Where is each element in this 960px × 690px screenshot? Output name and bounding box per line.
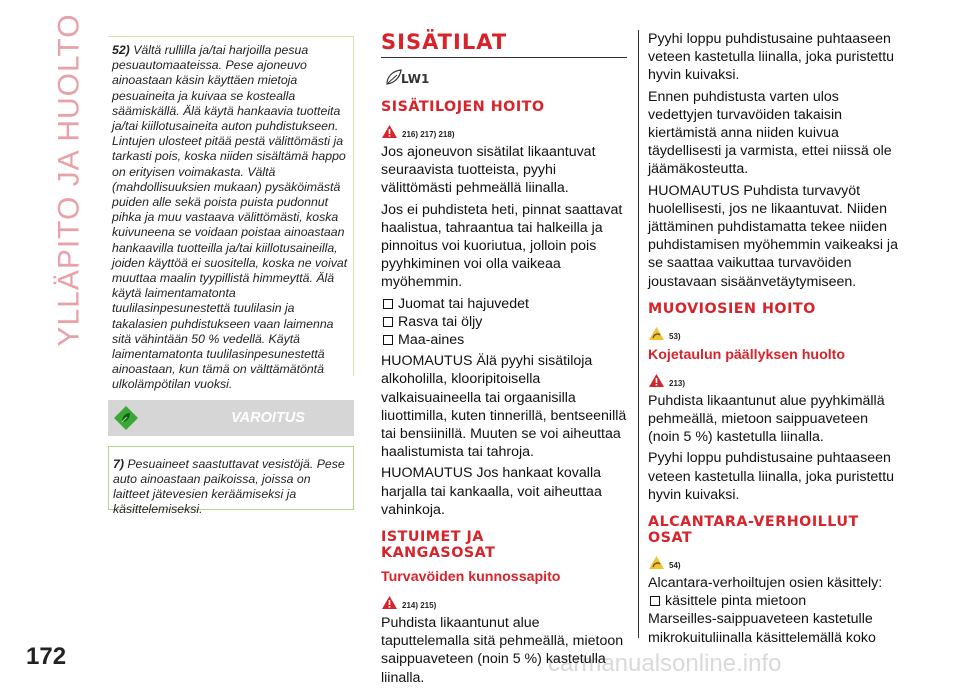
ref-plastic-care: 53): [648, 323, 902, 341]
note-52-box: [108, 36, 354, 392]
heading-plastic-care: MUOVIOSIEN HOITO: [648, 300, 816, 317]
caution-triangle-icon: [381, 124, 398, 139]
ref-interior-care: 216) 217) 218): [381, 121, 627, 139]
section-title: SISÄTILAT: [381, 30, 508, 54]
attention-triangle-icon: [648, 326, 665, 341]
paragraph: Jos ajoneuvon sisätilat likaantuvat seuraavista tuotteista, pyyhi välittömästi pehmeällä liinalla.: [381, 144, 596, 197]
paragraph: Pyyhi loppu puhdistusaine puhtaaseen veteen kastetulla liinalla, joka puristettu hyvin kuivaksi.: [648, 31, 895, 84]
eco-leaf-icon: [383, 66, 430, 88]
list-item: Maa-aines: [381, 331, 627, 349]
note-number: 52): [112, 43, 130, 57]
warning-title: VAROITUS: [231, 410, 305, 426]
column-interior: [381, 30, 627, 690]
heading-seats-fabrics: ISTUIMET JA KANGASOSAT: [381, 529, 496, 562]
heading-interior-care: SISÄTILOJEN HOITO: [381, 99, 545, 115]
heading-dashboard-cover: Kojetaulun päällyksen huolto: [648, 346, 846, 363]
list-item: Rasva tai öljy: [381, 313, 627, 331]
column-plastics: [648, 30, 902, 650]
caution-triangle-icon: [381, 595, 398, 610]
heading-alcantara: ALCANTARA-VERHOILLUT OSAT: [648, 514, 859, 547]
ref-seatbelts: 214) 215): [381, 592, 627, 610]
watermark: carmanualsonline.info: [548, 650, 782, 677]
ref-dashboard: 213): [648, 370, 902, 388]
paragraph: Pyyhi loppu puhdistusaine puhtaaseen veteen kastetulla liinalla, joka puristettu hyvin kuivaksi.: [648, 450, 895, 503]
section-rule: [381, 57, 627, 58]
attention-triangle-icon: [648, 555, 665, 570]
column-divider: [638, 30, 639, 638]
side-chapter-title: YLLÄPITO JA HUOLTO: [53, 13, 86, 347]
paragraph: Jos ei puhdisteta heti, pinnat saattavat haalistua, tahraantua tai halkeilla ja pinnoitus voi kuoriutua, jolloin pois pyyhkiminen voi olla vaikeaa myöhemmin.: [381, 201, 623, 291]
warning-box: [108, 446, 354, 516]
paragraph: Ennen puhdistusta varten ulos vedettyjen turvavöiden takaisin kiertämistä anna niiden kuivua täydellisesti ja varmista, ettei niissä ole jäämäkosteutta.: [648, 88, 892, 178]
checkbox-bullet-icon: [383, 299, 393, 309]
warning-text: Pesuaineet saastuttavat vesistöjä. Pese auto ainoastaan paikoissa, joissa on laitteet jätevesien keräämiseksi ja käsittelemiseksi.: [113, 457, 345, 516]
paragraph: HUOMAUTUS Jos hankaat kovalla harjalla tai kankaalla, voit aiheuttaa vahinkoja.: [381, 465, 602, 518]
note-text: Vältä rullilla ja/tai harjoilla pesua pesuautomaateissa. Pese ajoneuvo ainoastaan käsin käyttäen mietoja pesuaineita ja kuivaa se kostealla säämiskällä. Älä käytä hankaavia tuotteita ja/tai kiillotusaineita auton puhdistukseen. Lintujen ulosteet pitää pestä välittömästi ja tarkasti pois, koska niiden sisältämä happo on erityisen voimakasta. Vältä (mahdollisuuksien mukaan) pysäköimästä puiden alle sekä poista puista pudonnut pihka ja muu vastaava välittömästi, koska kuivuneena se voidaan poistaa ainoastaan hankaavilla tuotteilla ja/tai kiillotusaineilla, joiden käyttöä ei suositella, koska ne voivat muuttaa maalin tyypillistä himmeyttä. Älä käytä laimentamatonta tuulilasinpesunestettä tuulilasin ja takalasien puhdistukseen vaan laimenna sitä vähintään 50 % vedellä. Käytä laimentamatonta tuulilasinpesunestettä ainoastaan, kun tämä on välttämätöntä ulkolämpötilan vuoksi.: [112, 43, 348, 392]
paragraph: Puhdista likaantunut alue pyyhkimällä pehmeällä, mietoon saippuaveteen (noin 5 %) kastetulla liinalla.: [648, 392, 885, 446]
checkbox-bullet-icon: [383, 317, 393, 327]
checkbox-bullet-icon: [383, 335, 393, 345]
heading-seatbelt-maintenance: Turvavöiden kunnossapito: [381, 569, 561, 586]
checkbox-bullet-icon: [650, 596, 660, 606]
list-item: käsittele pinta mietoon: [648, 592, 902, 610]
paragraph: Puhdista likaantunut alue taputtelemalla sitä pehmeällä, mietoon saippuaveteen (noin 5 %) kastetulla liinalla.: [381, 615, 624, 686]
page-number: 172: [26, 643, 67, 670]
ref-alcantara: 54): [648, 552, 902, 570]
warning-number: 7): [113, 457, 124, 471]
paragraph: Marseilles-saippuaveteen kastetulle mikrokuituliinalla käsittelemällä koko: [648, 611, 876, 646]
list-item: Juomat tai hajuvedet: [381, 295, 627, 313]
svg-text:LW1: LW1: [401, 72, 430, 86]
paragraph: HUOMAUTUS Älä pyyhi sisätiloja alkoholilla, klooripitoisella valkaisuaineella tai orgaanisilla liuottimilla, kuten tinnerillä, bentseenillä tai bensiinillä. Muuten se voi aiheuttaa haalistumista tai tahroja.: [381, 353, 627, 461]
paragraph: Alcantara-verhoiltujen osien käsittely:: [648, 575, 883, 592]
paragraph: HUOMAUTUS Puhdista turvavyöt huolellisesti, jos ne likaantuvat. Niiden jättäminen puhdistamatta tekee niiden puhdistamisen myöhemmin vaikeaksi ja se saattaa vaikuttaa turvavöiden joustavaan sisäänvetäytymiseen.: [648, 182, 898, 290]
caution-triangle-icon: [648, 373, 665, 388]
